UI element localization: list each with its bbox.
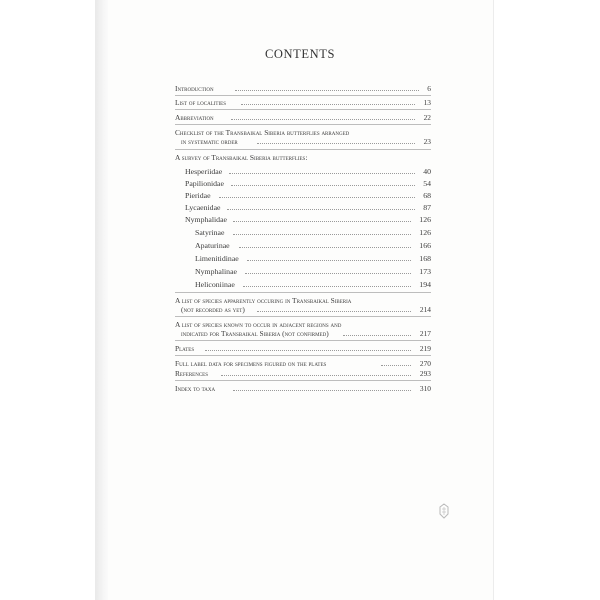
toc-entry-label: Pieridae bbox=[185, 191, 211, 200]
toc-entry-page: 270 bbox=[419, 359, 431, 368]
toc-entry-page: 310 bbox=[419, 384, 431, 393]
toc-entry-apparently-occuring[interactable] bbox=[175, 296, 431, 314]
toc-entry-page: 166 bbox=[419, 241, 431, 250]
toc-entry-papilionidae[interactable] bbox=[185, 179, 431, 188]
toc-entry-nymphalinae[interactable] bbox=[195, 267, 431, 276]
leader-dots bbox=[229, 173, 415, 174]
toc-entry-full-label-data[interactable] bbox=[175, 359, 431, 368]
toc-entry-label: Nymphalinae bbox=[195, 267, 238, 276]
toc-entry-apaturinae[interactable] bbox=[195, 241, 431, 250]
toc-entry-page: 217 bbox=[419, 329, 431, 338]
toc-entry-introduction[interactable] bbox=[175, 84, 431, 93]
toc-entry-page: 126 bbox=[419, 228, 431, 237]
leader-dots bbox=[245, 273, 411, 274]
leader-dots bbox=[257, 311, 411, 312]
divider bbox=[175, 149, 431, 150]
toc-entry-label-line1: Checklist of the Transbaikal Siberia butterflies arranged bbox=[175, 128, 350, 137]
toc-entry-label: Limenitidinae bbox=[195, 254, 239, 263]
toc-entry-label-line2: indicated for Transbaikal Siberia (not confirmed) bbox=[181, 329, 329, 338]
leader-dots bbox=[233, 234, 411, 235]
toc-entry-label: Plates bbox=[175, 344, 195, 353]
toc-entry-page: 6 bbox=[427, 84, 431, 93]
toc-entry-page: 219 bbox=[419, 344, 431, 353]
toc-entry-page: 126 bbox=[419, 215, 431, 224]
leader-dots bbox=[219, 197, 415, 198]
divider bbox=[175, 340, 431, 341]
page-title: CONTENTS bbox=[264, 47, 336, 61]
toc-entry-page: 293 bbox=[419, 369, 431, 378]
toc-entry-label: Hesperiidae bbox=[185, 167, 223, 176]
toc-entry-label: Apaturinae bbox=[195, 241, 230, 250]
toc-entry-checklist[interactable] bbox=[175, 128, 431, 146]
leader-dots bbox=[243, 286, 411, 287]
divider bbox=[175, 124, 431, 125]
toc-entry-label-line1: A list of species apparently occuring in Transbaikal Siberia bbox=[175, 296, 352, 305]
toc-entry-page: 13 bbox=[423, 98, 431, 107]
leader-dots bbox=[381, 365, 411, 366]
leader-dots bbox=[257, 143, 415, 144]
leader-dots bbox=[241, 104, 415, 105]
leader-dots bbox=[233, 221, 411, 222]
divider bbox=[175, 380, 431, 381]
toc-entry-label: Lycaenidae bbox=[185, 203, 221, 212]
toc-entry-index-to-taxa[interactable] bbox=[175, 384, 431, 393]
divider bbox=[175, 95, 431, 96]
toc-entry-label: References bbox=[175, 369, 208, 378]
leader-dots bbox=[343, 335, 411, 336]
toc-entry-label: Abbreviation bbox=[175, 113, 214, 122]
toc-entry-references[interactable] bbox=[175, 369, 431, 378]
toc-entry-label: Papilionidae bbox=[185, 179, 224, 188]
toc-entry-limenitidinae[interactable] bbox=[195, 254, 431, 263]
toc-entry-abbreviation[interactable] bbox=[175, 113, 431, 122]
toc-entry-page: 168 bbox=[419, 254, 431, 263]
toc-entry-label-line2: (not recorded as yet) bbox=[181, 305, 245, 314]
toc-entry-page: 173 bbox=[419, 267, 431, 276]
toc-section-label: A survey of Transbaikal Siberia butterflies: bbox=[175, 153, 308, 162]
toc-entry-heliconiinae[interactable] bbox=[195, 280, 431, 289]
toc-entry-adjacent-regions[interactable] bbox=[175, 320, 431, 338]
toc-entry-list-of-localities[interactable] bbox=[175, 98, 431, 107]
publisher-emblem-icon bbox=[437, 503, 451, 519]
toc-section-survey[interactable] bbox=[175, 153, 431, 162]
divider bbox=[175, 109, 431, 110]
leader-dots bbox=[205, 350, 411, 351]
toc-entry-lycaenidae[interactable] bbox=[185, 203, 431, 212]
toc-entry-page: 40 bbox=[423, 167, 431, 176]
toc-entry-label: Heliconiinae bbox=[195, 280, 235, 289]
leader-dots bbox=[231, 185, 415, 186]
toc-entry-page: 87 bbox=[423, 203, 431, 212]
toc-entry-page: 68 bbox=[423, 191, 431, 200]
leader-dots bbox=[239, 247, 411, 248]
toc-entry-label-line2: in systematic order bbox=[181, 137, 238, 146]
leader-dots bbox=[227, 209, 415, 210]
leader-dots bbox=[235, 90, 419, 91]
toc-entry-hesperiidae[interactable] bbox=[185, 167, 431, 176]
toc-entry-pieridae[interactable] bbox=[185, 191, 431, 200]
toc-entry-label: Introduction bbox=[175, 84, 214, 93]
toc-entry-label: Index to taxa bbox=[175, 384, 216, 393]
toc-entry-satyrinae[interactable] bbox=[195, 228, 431, 237]
toc-entry-page: 214 bbox=[419, 305, 431, 314]
divider bbox=[175, 355, 431, 356]
leader-dots bbox=[233, 390, 411, 391]
toc-entry-plates[interactable] bbox=[175, 344, 431, 353]
toc-entry-label: Full label data for specimens figured on the plates bbox=[175, 359, 327, 368]
toc-entry-label-line1: A list of species known to occur in adjacent regions and bbox=[175, 320, 342, 329]
divider bbox=[175, 316, 431, 317]
leader-dots bbox=[221, 375, 411, 376]
toc-entry-label: Nymphalidae bbox=[185, 215, 228, 224]
toc-entry-page: 22 bbox=[423, 113, 431, 122]
toc-entry-label: Satyrinae bbox=[195, 228, 225, 237]
leader-dots bbox=[231, 119, 415, 120]
toc-entry-page: 194 bbox=[419, 280, 431, 289]
divider bbox=[175, 292, 431, 293]
toc-entry-nymphalidae[interactable] bbox=[185, 215, 431, 224]
toc-entry-page: 54 bbox=[423, 179, 431, 188]
toc-entry-label: List of localities bbox=[175, 98, 226, 107]
toc-entry-page: 23 bbox=[423, 137, 431, 146]
leader-dots bbox=[247, 260, 411, 261]
